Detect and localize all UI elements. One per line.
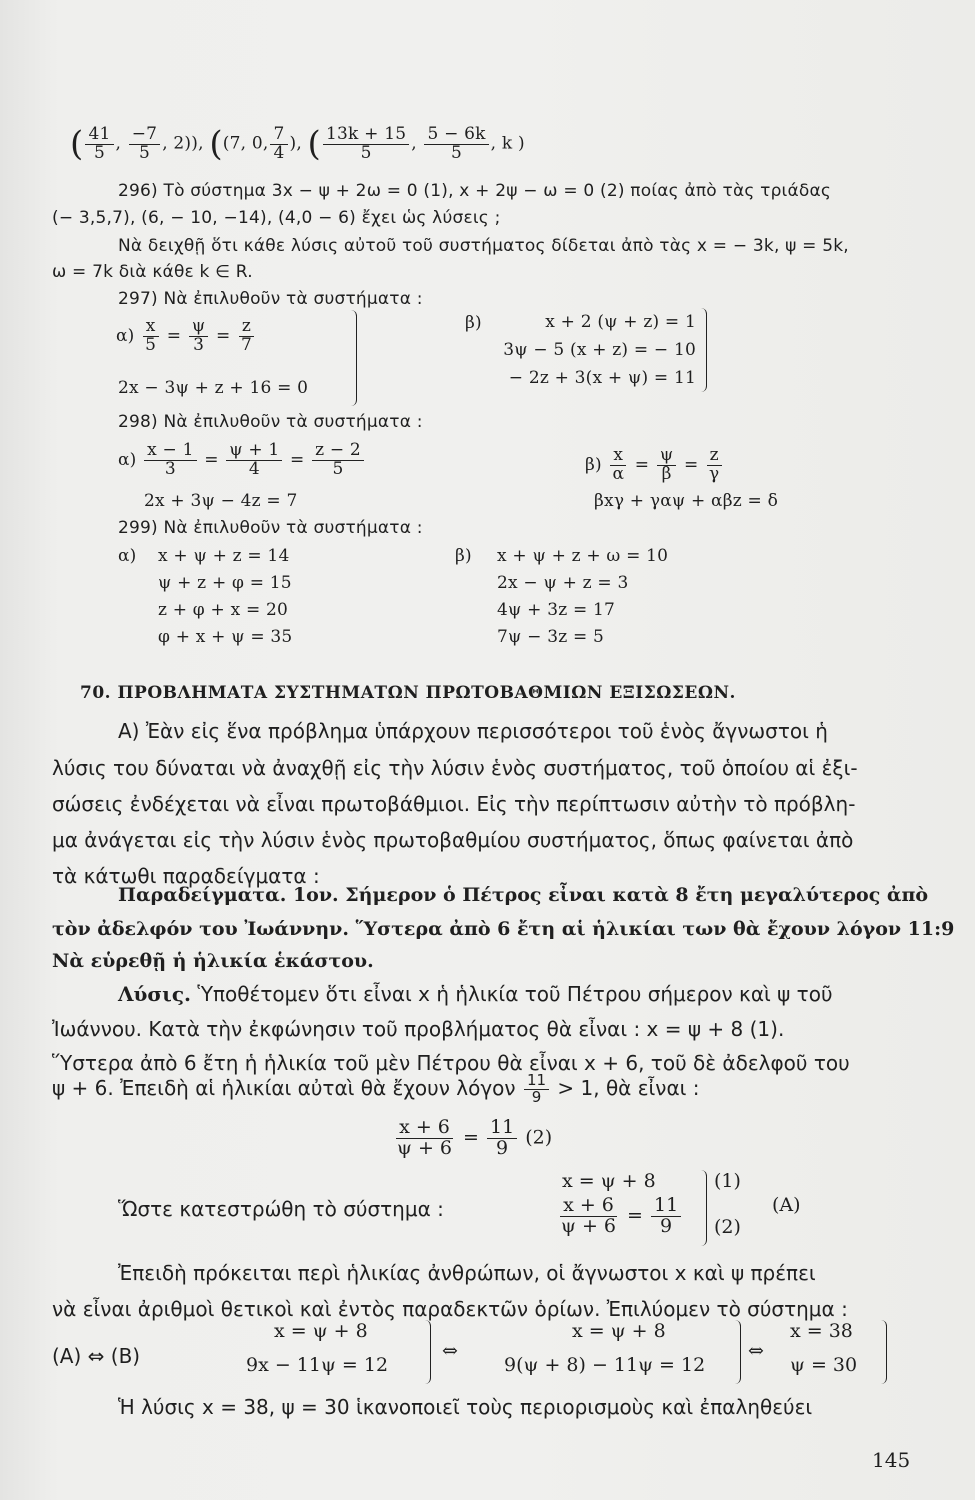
equation-298a: 2x + 3ψ − 4z = 7 (144, 491, 298, 511)
denominator: 3 (164, 458, 176, 479)
text: > 1, θὰ εἶναι : (557, 1075, 700, 1100)
numerator: 7 (270, 126, 287, 145)
numerator: z (239, 318, 254, 337)
denominator: 4 (273, 142, 285, 163)
tag-2: (2) (714, 1216, 741, 1238)
denominator: 9 (531, 1087, 542, 1106)
equation: x = ψ + 8 (562, 1170, 656, 1192)
numerator: 41 (85, 126, 113, 145)
system-298a: α) $\frac{x - 1}{3}$ = $\frac{\psi + 1}{4}$ = $\frac{z - 2}{5}$ (118, 442, 366, 479)
fraction (706, 447, 722, 484)
system-label: Ὥστε κατεστρώθη τὸ σύστημα : (118, 1197, 444, 1221)
denominator: 3 (193, 334, 205, 355)
denominator: 9 (496, 1136, 509, 1159)
eq-299a-4: φ + x + ψ = 35 (158, 627, 293, 647)
system-297a: α) $\frac{x}{5}$ = $\frac{\psi}{3}$ = $\frac{z}{7}$ 2x − 3ψ + z + 16 = 0 (116, 310, 357, 406)
label: α) (118, 449, 137, 470)
paragraph-a-line1: Α) Ἐὰν εἰς ἕνα πρόβλημα ὑπάρχουν περισσότεροι τοῦ ἑνὸς ἄγνωστοι ἡ (118, 719, 828, 743)
exercise-296-line1: 296) Τὸ σύστημα 3x − ψ + 2ω = 0 (1), x + 2ψ − ω = 0 (2) ποίας ἀπὸ τὰς τριάδας (118, 181, 832, 201)
denominator: ψ + 6 (397, 1136, 452, 1159)
denominator: 5 (145, 334, 157, 355)
numerator: 13k + 15 (323, 126, 409, 145)
equivalence-label: (Α) ⇔ (Β) (52, 1344, 141, 1368)
numerator: x (143, 318, 159, 337)
fraction (270, 123, 287, 163)
equation-2: $\frac{x + 6}{\psi + 6}$ = $\frac{11}{9}$ (2) (392, 1118, 552, 1159)
fraction (144, 442, 196, 479)
equation: ψ = 30 (790, 1354, 858, 1376)
fraction (312, 442, 364, 479)
equation-298b: βxγ + γαψ + αβz = δ (594, 491, 779, 511)
denominator: 5 (332, 458, 344, 479)
denominator: 5 (451, 142, 463, 163)
denominator: 5 (360, 142, 372, 163)
equation: 2x − 3ψ + z + 16 = 0 (118, 378, 309, 398)
denominator: 7 (241, 334, 253, 355)
fraction (238, 318, 255, 355)
fraction (657, 447, 677, 484)
numerator: z − 2 (312, 442, 364, 461)
fraction (323, 123, 409, 163)
denominator: α (612, 463, 625, 484)
numerator: ψ + 1 (226, 442, 282, 461)
equation: 9x − 11ψ = 12 (246, 1354, 389, 1376)
paragraph-a-line2: λύσις του δύναται νὰ ἀναχθῇ εἰς τὴν λύσιν ἑνὸς συστήματος, τοῦ ὁποίου αἱ ἐξι- (52, 756, 858, 780)
text: (7, 0, (222, 133, 269, 154)
denominator: 5 (93, 142, 105, 163)
paragraph-a-line3: σώσεις ἐνδέχεται νὰ εἶναι πρωτοβάθμιοι. Εἰς τὴν περίπτωσιν αὐτὴν τὸ πρόβλη- (52, 792, 856, 816)
last-line: Ἡ λύσις x = 38, ψ = 30 ἱκανοποιεῖ τοὺς περιορισμοὺς καὶ ἐπαληθεύει (118, 1395, 813, 1419)
denominator: 4 (248, 458, 260, 479)
equation: 9(ψ + 8) − 11ψ = 12 (504, 1354, 706, 1376)
after-line1: Ἐπειδὴ πρόκειται περὶ ἡλικίας ἀνθρώπων, οἱ ἄγνωστοι x καὶ ψ πρέπει (118, 1261, 816, 1285)
equivalence-arrow-2: ⇔ (748, 1340, 764, 1362)
example-line2: τὸν ἀδελφόν του Ἰωάννην. Ὕστερα ἀπὸ 6 ἔτη αἱ ἡλικίαι των θὰ ἔχουν λόγον 11:9 (52, 918, 955, 940)
denominator: ψ + 6 (561, 1214, 616, 1237)
equation: x = ψ + 8 (572, 1320, 666, 1342)
fraction (85, 123, 113, 163)
exercise-298-title: 298) Νὰ ἐπιλυθοῦν τὰ συστήματα : (118, 412, 423, 432)
text: Ὑποθέτομεν ὅτι εἶναι x ἡ ἡλικία τοῦ Πέτρου σήμερον καὶ ψ τοῦ (190, 982, 833, 1006)
fraction (226, 442, 282, 479)
fraction (524, 1073, 549, 1106)
solution-line2: Ἰωάννου. Κατὰ τὴν ἐκφώνησιν τοῦ προβλήματος θὰ εἶναι : x = ψ + 8 (1). (52, 1017, 785, 1041)
numerator: −7 (129, 126, 160, 145)
numerator: 5 − 6k (424, 126, 488, 145)
fraction (487, 1118, 517, 1159)
solution-line1 (118, 982, 833, 1006)
equation: x = ψ + 8 (274, 1320, 368, 1342)
tag-1: (1) (714, 1170, 741, 1192)
label-297b: β) (465, 313, 482, 333)
eq-299b-4: 7ψ − 3z = 5 (497, 627, 605, 647)
numerator: x (610, 447, 626, 466)
label: α) (116, 325, 135, 346)
eq-299b-3: 4ψ + 3z = 17 (497, 600, 616, 620)
numerator: ψ (189, 318, 209, 337)
text: ψ + 6. Ἐπειδὴ αἱ ἡλικίαι αὐταὶ θὰ ἔχουν λόγον (52, 1075, 516, 1100)
fraction (651, 1196, 681, 1237)
paren-open: ( (307, 124, 322, 164)
fraction (129, 123, 160, 163)
denominator: β (661, 463, 672, 484)
denominator: 5 (138, 142, 150, 163)
numerator: 11 (524, 1073, 549, 1090)
eq-299b-2: 2x − ψ + z = 3 (497, 573, 629, 593)
system-b1 (240, 1320, 431, 1384)
paren-open: ( (70, 124, 84, 164)
solution-line4 (52, 1073, 700, 1106)
system-297b (490, 308, 707, 392)
section-heading: 70. ΠΡΟΒΛΗΜΑΤΑ ΣΥΣΤΗΜΑΤΩΝ ΠΡΩΤΟΒΑΘΜΙΩΝ ΕΞΙΣΩΣΕΩΝ. (80, 683, 736, 703)
equation-tag: (2) (525, 1126, 553, 1149)
text: ), (289, 133, 302, 154)
fraction (558, 1196, 619, 1237)
eq-299a-3: z + φ + x = 20 (158, 600, 289, 620)
numerator: ψ (657, 447, 677, 466)
exercise-296-line2: (− 3,5,7), (6, − 10, −14), (4,0 − 6) ἔχει ὡς λύσεις ; (52, 208, 501, 228)
paragraph-a-line5: τὰ κάτωθι παραδείγματα : (52, 864, 320, 888)
page-number: 145 (872, 1448, 911, 1472)
eq-299b-1: x + ψ + z + ω = 10 (497, 546, 669, 566)
fraction (424, 123, 488, 163)
numerator: 11 (487, 1118, 517, 1139)
paren-open: ( (209, 124, 223, 164)
example-line1: Παραδείγματα. 1ον. Σήμερον ὁ Πέτρος εἶναι κατὰ 8 ἔτη μεγαλύτερος ἀπὸ (118, 884, 929, 906)
tag-A: (Α) (772, 1194, 801, 1216)
text: , 2)), (162, 133, 204, 154)
answer-line: ( $\frac{41}{5}$ , $\frac{-7}{5}$ , 2)), ((7, 0, $\frac{7}{4}$ ), ( $\frac{13k + 15}{5}$ , $\frac{5 - 6k}{5}$ , k ) (70, 123, 525, 164)
fraction (394, 1118, 455, 1159)
system-b2 (500, 1320, 741, 1384)
numerator: x − 1 (144, 442, 196, 461)
solution-line3: Ὕστερα ἀπὸ 6 ἔτη ἡ ἡλικία τοῦ μὲν Πέτρου θὰ εἶναι x + 6, τοῦ δὲ ἀδελφοῦ του (52, 1051, 850, 1075)
solution-label: Λύσις. (118, 982, 191, 1006)
fraction (142, 318, 159, 355)
denominator: 9 (660, 1214, 673, 1237)
equation: x + 2 (ψ + z) = 1 (545, 312, 696, 332)
exercise-297-title: 297) Νὰ ἐπιλυθοῦν τὰ συστήματα : (118, 289, 423, 309)
fraction (609, 447, 627, 484)
paragraph-a-line4: μα ἀνάγεται εἰς τὴν λύσιν ἑνὸς πρωτοβαθμίου συστήματος, ὅπως φαίνεται ἀπὸ (52, 828, 854, 852)
fraction (189, 318, 209, 355)
label-299a: α) (118, 546, 137, 566)
numerator: 11 (651, 1196, 681, 1217)
label: β) (585, 454, 602, 475)
label-299b: β) (455, 546, 472, 566)
numerator: x + 6 (396, 1118, 453, 1139)
numerator: z (707, 447, 722, 466)
eq-299a-2: ψ + z + φ = 15 (158, 573, 292, 593)
system-298b: β) $\frac{x}{\alpha}$ = $\frac{\psi}{\beta}$ = $\frac{z}{\gamma}$ (585, 447, 724, 484)
system-a: x = ψ + 8 $\frac{x + 6}{\psi + 6}$ = $\frac{11}{9}$ (556, 1170, 707, 1246)
equivalence-arrow: ⇔ (442, 1340, 458, 1362)
denominator: γ (709, 463, 720, 484)
exercise-296-line3: Νὰ δειχθῇ ὅτι κάθε λύσις αὐτοῦ τοῦ συστήματος δίδεται ἀπὸ τὰς x = − 3k, ψ = 5k, (118, 236, 849, 256)
exercise-299-title: 299) Νὰ ἐπιλυθοῦν τὰ συστήματα : (118, 518, 423, 538)
system-b3 (786, 1320, 887, 1384)
exercise-296-line4: ω = 7k διὰ κάθε k ∈ R. (52, 262, 253, 282)
equation: 3ψ − 5 (x + z) = − 10 (503, 340, 696, 360)
after-line2: νὰ εἶναι ἀριθμοὶ θετικοὶ καὶ ἐντὸς παραδεκτῶν ὁρίων. Ἐπιλύομεν τὸ σύστημα : (52, 1297, 848, 1321)
eq-299a-1: x + ψ + z = 14 (158, 546, 290, 566)
numerator: x + 6 (560, 1196, 617, 1217)
example-line3: Νὰ εὑρεθῇ ἡ ἡλικία ἑκάστου. (52, 950, 374, 972)
equation: − 2z + 3(x + ψ) = 11 (508, 368, 696, 388)
text: , k ) (490, 133, 525, 154)
equation: x = 38 (790, 1320, 853, 1342)
